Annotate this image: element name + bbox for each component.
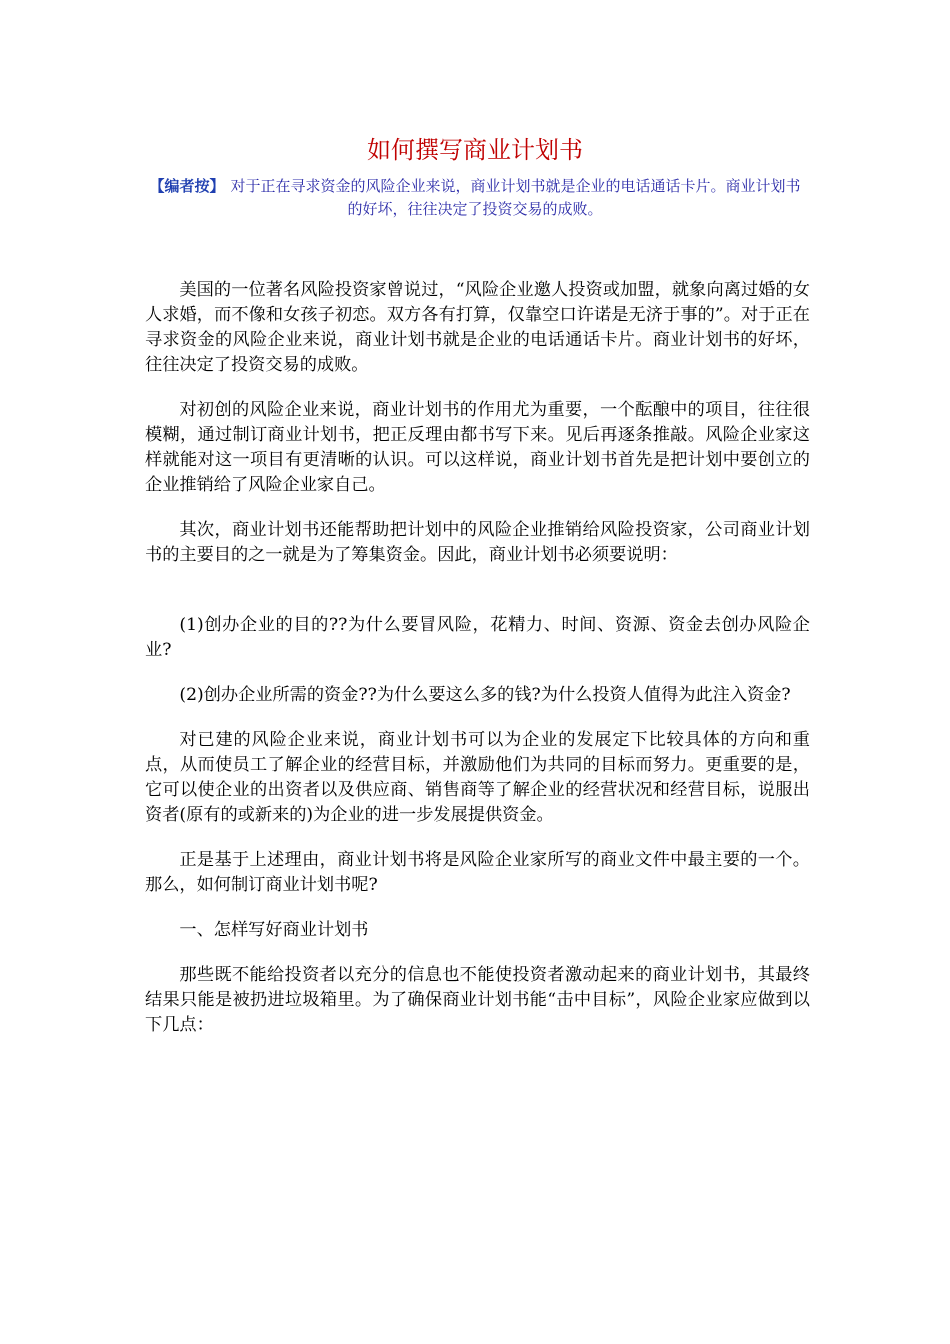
paragraph-fundraising: 其次，商业计划书还能帮助把计划中的风险企业推销给风险投资家，公司商业计划书的主要目的之一就是为了筹集资金。因此，商业计划书必须要说明： bbox=[145, 520, 810, 565]
editor-note-text: 对于正在寻求资金的风险企业来说，商业计划书就是企业的电话通话卡片。商业计划书的好坏，往往决定了投资交易的成败。 bbox=[230, 177, 801, 218]
section-heading-how-to-write: 一、怎样写好商业计划书 bbox=[179, 920, 369, 940]
paragraph-intro: 美国的一位著名风险投资家曾说过，“风险企业邀人投资或加盟，就象向离过婚的女人求婚，而不像和女孩子初恋。双方各有打算，仅靠空口许诺是无济于事的”。对于正在寻求资金的风险企业来说，商业计划书就是企业的电话通话卡片。商业计划书的好坏，往往决定了投资交易的成败。 bbox=[145, 280, 810, 375]
editor-note-label: 【编者按】 bbox=[149, 177, 225, 195]
document-body bbox=[145, 278, 810, 1038]
paragraph-startup-importance: 对初创的风险企业来说，商业计划书的作用尤为重要，一个酝酿中的项目，往往很模糊，通过制订商业计划书，把正反理由都书写下来。见后再逐条推敲。风险企业家这样就能对这一项目有更清晰的认识。可以这样说，商业计划书首先是把计划中要创立的企业推销给了风险企业家自己。 bbox=[145, 400, 810, 495]
list-item-purpose: (1)创办企业的目的??为什么要冒风险，花精力、时间、资源、资金去创办风险企业? bbox=[145, 615, 810, 660]
document-title: 如何撰写商业计划书 bbox=[367, 136, 583, 164]
list-item-funding: (2)创办企业所需的资金??为什么要这么多的钱?为什么投资人值得为此注入资金? bbox=[179, 685, 791, 705]
paragraph-conclusion: 正是基于上述理由，商业计划书将是风险企业家所写的商业文件中最主要的一个。那么，如何制订商业计划书呢? bbox=[145, 850, 810, 895]
paragraph-key-points: 那些既不能给投资者以充分的信息也不能使投资者激动起来的商业计划书，其最终结果只能是被扔进垃圾箱里。为了确保商业计划书能“击中目标”，风险企业家应做到以下几点： bbox=[145, 965, 810, 1035]
editor-note bbox=[145, 175, 805, 221]
paragraph-established-firms: 对已建的风险企业来说，商业计划书可以为企业的发展定下比较具体的方向和重点，从而使员工了解企业的经营目标，并激励他们为共同的目标而努力。更重要的是，它可以使企业的出资者以及供应商、销售商等了解企业的经营状况和经营目标，说服出资者(原有的或新来的)为企业的进一步发展提供资金。 bbox=[145, 730, 810, 825]
